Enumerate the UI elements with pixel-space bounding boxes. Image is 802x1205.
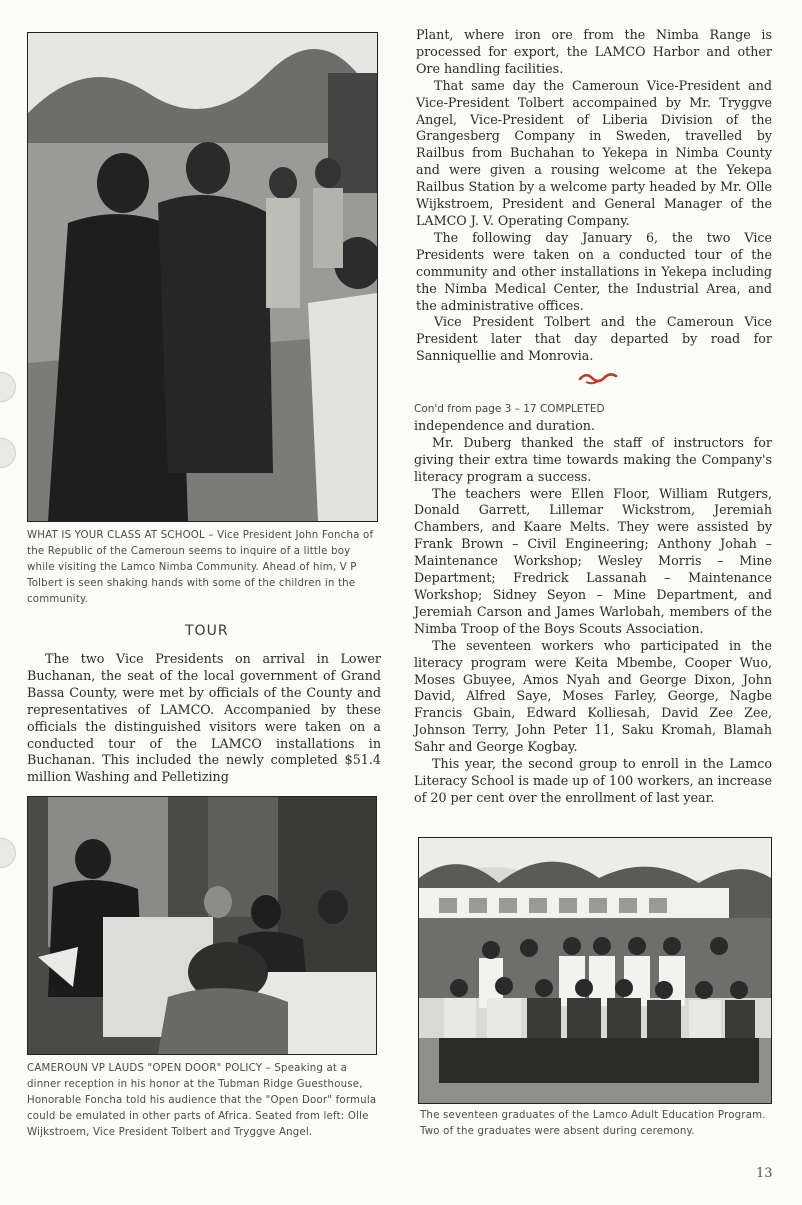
paragraph: Vice President Tolbert and the Cameroun Vice President later that day departed by road for Sanniquellie and Monrovia. <box>416 314 772 364</box>
binder-hole <box>0 838 16 868</box>
continued-reference: Con'd from page 3 – 17 COMPLETED <box>414 403 605 415</box>
binder-hole <box>0 438 16 468</box>
paragraph: That same day the Cameroun Vice-President and Vice-President Tolbert accompained by Mr. Tryggve Angel, Vice-President of Liberia Division of the Grangesberg Company in Sweden, travelled by Railbus from Buchahan to Yekepa in Nimba County and were given a rousing welcome at the Yekepa Railbus Station by a welcome party headed by Mr. Olle Wijkstroem, President and General Manager of the LAMCO J. V. Operating Company. <box>416 77 772 228</box>
photo-visit-community <box>27 32 378 522</box>
photo-graduates <box>418 837 772 1104</box>
page-number: 13 <box>756 1166 773 1181</box>
paragraph: The seventeen workers who participated in the literacy program were Keita Mbembe, Cooper Wuo, Moses Gbuyee, Amos Nyah and George Dixon, John David, Alfred Saye, Moses Farley, George, Nagbe Francis Gbain, Edward Kolliesah, David Zee Zee, Johnson Terry, John Peter 11, Saku Kromah, Blamah Sahr and George Kogbay. <box>414 637 772 755</box>
paragraph: Mr. Duberg thanked the staff of instructors for giving their extra time towards making the Company's literacy program a success. <box>414 434 772 484</box>
right-column-text-top <box>416 27 772 365</box>
photo2-caption: CAMEROUN VP LAUDS "OPEN DOOR" POLICY – Speaking at a dinner reception in his honor at the Tubman Ridge Guesthouse, Honorable Foncha told his audience that the "Open Door" formula could be emulated in other parts of Africa. Seated from left: Olle Wijkstroem, Vice President Tolbert and Tryggve Angel. <box>27 1063 377 1138</box>
binder-hole <box>0 372 16 402</box>
right-column-text-continued <box>414 400 772 807</box>
photo1-caption: WHAT IS YOUR CLASS AT SCHOOL – Vice President John Foncha of the Republic of the Cameroun seems to inquire of a little boy while visiting the Lamco Nimba Community. Ahead of him, V P Tolbert is seen shaking hands with some of the children in the community. <box>27 530 374 605</box>
paragraph: independence and duration. <box>414 417 595 433</box>
tour-text-block <box>27 651 381 786</box>
paragraph: This year, the second group to enroll in the Lamco Literacy School is made up of 100 workers, an increase of 20 per cent over the enrollment of last year. <box>414 756 772 805</box>
photo3-caption: The seventeen graduates of the Lamco Adult Education Program. Two of the graduates were absent during ceremony. <box>420 1110 766 1137</box>
tour-heading: TOUR <box>185 623 229 639</box>
ornament-flourish <box>578 370 618 390</box>
paragraph: The teachers were Ellen Floor, William Rutgers, Donald Garrett, Lillemar Wickstrom, Jeremiah Chambers, and Kaare Melts. They were assisted by Frank Brown – Civil Engineering; Anthony Johah – Maintenance Workshop; Wesley Morris – Mine Department; Fredrick Lassanah – Maintenance Workshop; Sidney Seyon – Mine Department, and Jeremiah Carson and James Warlobah, members of the Nimba Troop of the Boys Scouts Association. <box>414 485 772 636</box>
paragraph: The following day January 6, the two Vice Presidents were taken on a conducted tour of the community and other installations in Yekepa including the Nimba Medical Center, the Industrial Area, and the administrative offices. <box>416 229 772 313</box>
paragraph: Plant, where iron ore from the Nimba Range is processed for export, the LAMCO Harbor and other Ore handling facilities. <box>416 27 772 76</box>
tour-paragraph: The two Vice Presidents on arrival in Lower Buchanan, the seat of the local government of Grand Bassa County, were met by officials of the County and representatives of LAMCO. Accompanied by these officials the distinguished visitors were taken on a conducted tour of the LAMCO installations in Buchanan. This included the newly completed $51.4 million Washing and Pelletizing <box>27 651 381 785</box>
photo-dinner-reception <box>27 796 377 1055</box>
